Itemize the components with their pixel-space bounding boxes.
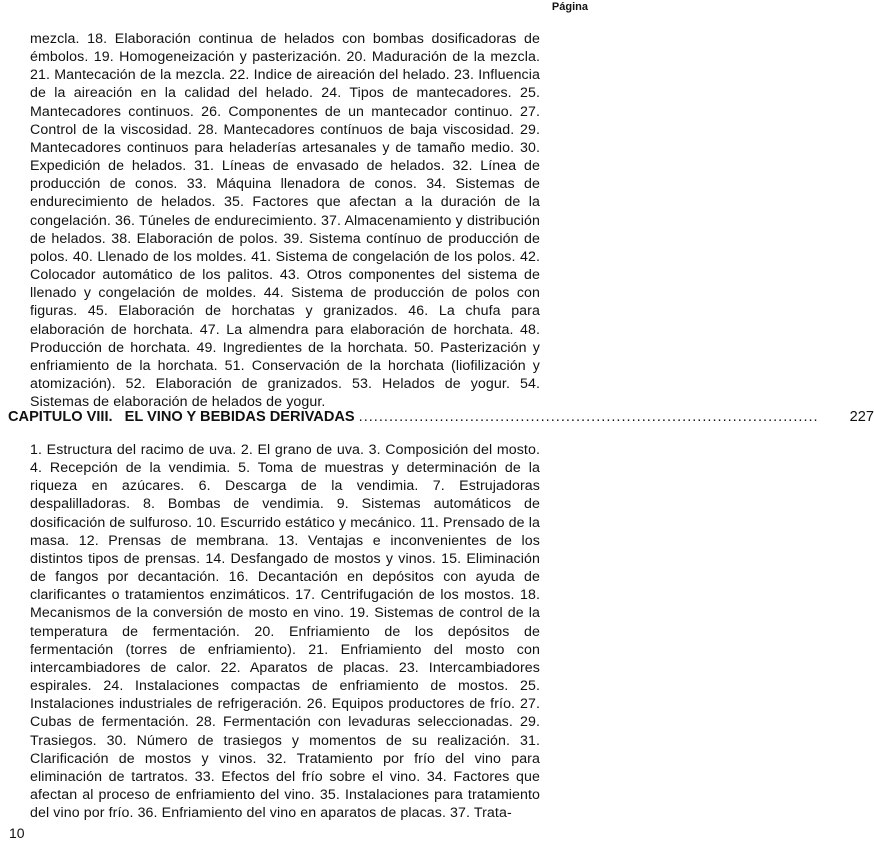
- chapter-contents: 1. Estructura del racimo de uva. 2. El grano de uva. 3. Composición del mosto. 4. Recepción de la vendimia. 5. Toma de muestras y determinación de la riqueza en azúcares. 6. Descarga de la vendimia. 7. Estrujadoras despalilladoras. 8. Bombas de vendimia. 9. Sistemas automáticos de dosificación de sulfuroso. 10. Escurrido estático y mecánico. 11. Prensado de la masa. 12. Prensas de membrana. 13. Ventajas e inconvenientes de los distintos tipos de prensas. 14. Desfangado de mostos y vinos. 15. Eliminación de fangos por decantación. 16. Decantación en depósitos con ayuda de clarificantes o tratamientos enzimáticos. 17. Centrifugación de los mostos. 18. Mecanismos de la conversión de mosto en vino. 19. Sistemas de control de la temperatura de fermentación. 20. Enfriamiento de los depósitos de fermentación (torres de enfriamiento). 21. Enfriamiento del mosto con intercambiadores de calor. 22. Aparatos de placas. 23. Intercambiadores espirales. 24. Instalaciones compactas de enfriamiento de mostos. 25. Instalaciones industriales de refrigeración. 26. Equipos productores de frío. 27. Cubas de fermentación. 28. Fermentación con levaduras seleccionadas. 29. Trasiegos. 30. Número de trasiegos y momentos de su realización. 31. Clarificación de mostos y vinos. 32. Tratamiento por frío del vino para eliminación de tartratos. 33. Efectos del frío sobre el vino. 34. Factores que afectan al proceso de enfriamiento del vino. 35. Instalaciones para tratamiento del vino por frío. 36. Enfriamiento del vino en aparatos de placas. 37. Trata-: [30, 442, 540, 822]
- page-number: 10: [9, 825, 25, 841]
- chapter-page-number: 227: [849, 409, 874, 425]
- dot-leader: ...........................................................................................: [358, 409, 819, 425]
- chapter-heading: [8, 409, 874, 425]
- page-column-header: Página: [551, 1, 588, 13]
- chapter-number: CAPITULO VIII.: [8, 409, 113, 425]
- chapter-title: EL VINO Y BEBIDAS DERIVADAS: [124, 409, 355, 425]
- previous-chapter-contents: mezcla. 18. Elaboración continua de helados con bombas dosificadoras de émbolos. 19. Homogeneización y pasterización. 20. Maduración de la mezcla. 21. Mantecación de la mezcla. 22. Indice de aireación del helado. 23. Influencia de la aireación en la calidad del helado. 24. Tipos de mantecadores. 25. Mantecadores continuos. 26. Componentes de un mantecador continuo. 27. Control de la viscosidad. 28. Mantecadores contínuos de baja viscosidad. 29. Mantecadores continuos para heladerías artesanales y de tamaño medio. 30. Expedición de helados. 31. Líneas de envasado de helados. 32. Línea de producción de conos. 33. Máquina llenadora de conos. 34. Sistemas de endurecimiento de helados. 35. Factores que afectan a la duración de la congelación. 36. Túneles de endurecimiento. 37. Almacenamiento y distribución de helados. 38. Elaboración de polos. 39. Sistema contínuo de producción de polos. 40. Llenado de los moldes. 41. Sistema de congelación de los polos. 42. Colocador automático de los palitos. 43. Otros componentes del sistema de llenado y congelación de moldes. 44. Sistema de producción de polos con figuras. 45. Elaboración de horchatas y granizados. 46. La chufa para elaboración de horchata. 47. La almendra para elaboración de horchata. 48. Producción de horchata. 49. Ingredientes de la horchata. 50. Pasterización y enfriamiento de la horchata. 51. Conservación de la horchata (liofilización y atomización). 52. Elaboración de granizados. 53. Helados de yogur. 54. Sistemas de elaboración de helados de yogur.: [30, 31, 540, 411]
